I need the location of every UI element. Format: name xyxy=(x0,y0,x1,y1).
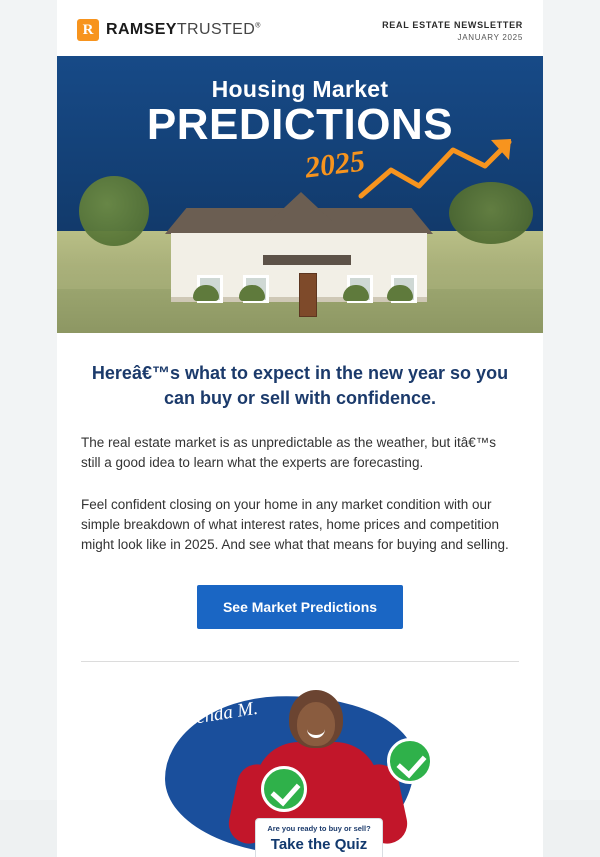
email-body xyxy=(57,0,543,857)
house-bush xyxy=(343,285,369,301)
checkmark-icon xyxy=(261,766,307,812)
quiz-promo-image[interactable] xyxy=(57,672,543,857)
hero-tree-left xyxy=(79,176,149,246)
newsletter-name: REAL ESTATE NEWSLETTER xyxy=(382,20,523,30)
ramsey-trusted-logo xyxy=(77,19,261,41)
quiz-question-text: Are you ready to buy or sell? xyxy=(267,824,371,833)
body-paragraph-1: The real estate market is as unpredictable as the weather, but itâ€™s still a good idea to learn what the experts are forecasting. xyxy=(81,435,496,470)
cta-container xyxy=(81,585,519,629)
newsletter-issue-date: JANUARY 2025 xyxy=(457,33,523,42)
email-header xyxy=(57,0,543,56)
house-bush xyxy=(239,285,265,301)
take-the-quiz-card[interactable] xyxy=(255,818,383,857)
agent-signature: Glenda M. xyxy=(175,697,260,732)
section-divider xyxy=(81,661,519,662)
house-porch-roof xyxy=(263,255,351,265)
house-bush xyxy=(387,285,413,301)
logo-word-ramsey: RAMSEY xyxy=(106,21,177,38)
hero-title-line1: Housing Market xyxy=(211,76,389,102)
see-market-predictions-button[interactable]: See Market Predictions xyxy=(197,585,403,629)
hero-tree-right xyxy=(449,182,533,244)
body-paragraph-2: Feel confident closing on your home in any market condition with our simple breakdown of what interest rates, home prices and competition might look like in 2025. And see what that means for buying and selling. xyxy=(81,497,509,552)
hero-title-line2: PREDICTIONS xyxy=(146,100,454,149)
logo-word-trusted: TRUSTED xyxy=(176,21,256,38)
hero-house xyxy=(165,208,433,300)
hero-year-label: 2025 xyxy=(303,144,367,185)
logo-wordmark xyxy=(106,21,261,39)
checkmark-icon xyxy=(387,738,433,784)
newsletter-meta xyxy=(382,20,523,42)
house-bush xyxy=(193,285,219,301)
page-title: Hereâ€™s what to expect in the new year so you can buy or sell with confidence. xyxy=(91,363,509,408)
email-content xyxy=(57,361,543,629)
hero-banner-image xyxy=(57,56,543,333)
house-wall xyxy=(171,233,427,302)
quiz-card-title: Take the Quiz xyxy=(270,836,368,853)
agent-face xyxy=(297,702,335,746)
logo-trademark: ® xyxy=(255,22,261,30)
house-door xyxy=(299,273,317,317)
ramsey-logo-icon: R xyxy=(77,19,99,41)
